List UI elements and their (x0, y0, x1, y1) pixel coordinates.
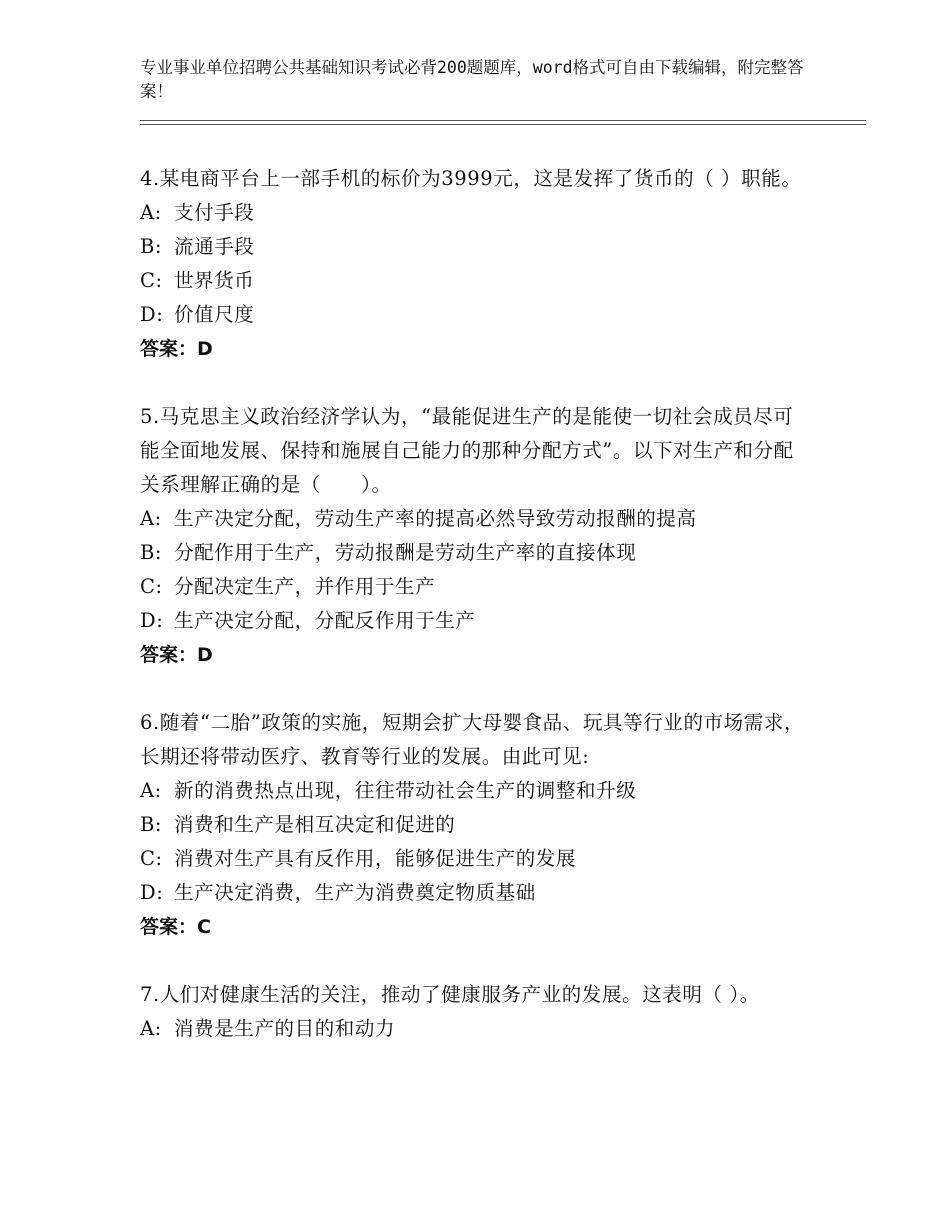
option-text: 生产决定消费，生产为消费奠定物质基础 (174, 881, 536, 904)
question-text: 5.马克思主义政治经济学认为，“最能促进生产的是能使一切社会成员尽可能全面地发展、保持和施展自己能力的那种分配方式”。以下对生产和分配关系理解正确的是（ ）。 (140, 405, 794, 496)
option-d (140, 298, 810, 332)
option-a (140, 1012, 810, 1046)
question-text: 4.某电商平台上一部手机的标价为3999元，这是发挥了货币的（ ）职能。 (140, 167, 802, 190)
option-d (140, 604, 810, 638)
option-letter: B: (140, 541, 163, 564)
option-letter: B: (140, 235, 163, 258)
option-c (140, 842, 810, 876)
option-text: 消费对生产具有反作用，能够促进生产的发展 (174, 847, 577, 870)
question-text: 7.人们对健康生活的关注，推动了健康服务产业的发展。这表明（ ）。 (140, 983, 760, 1006)
option-letter: D: (140, 609, 164, 632)
option-b (140, 230, 810, 264)
question-6 (140, 706, 810, 944)
document-header-title: 专业事业单位招聘公共基础知识考试必背200题题库，word格式可自由下载编辑，附完整答案！ (140, 58, 804, 101)
header-rule-line-top (140, 120, 866, 121)
answer-label: 答案：D (140, 338, 213, 360)
question-5 (140, 400, 810, 672)
question-4 (140, 162, 810, 366)
question-7 (140, 978, 810, 1046)
option-text: 分配作用于生产，劳动报酬是劳动生产率的直接体现 (174, 541, 637, 564)
option-letter: A: (140, 507, 162, 530)
option-text: 消费和生产是相互决定和促进的 (174, 813, 456, 836)
answer-label: 答案：D (140, 644, 213, 666)
option-letter: A: (140, 779, 162, 802)
header-rule-line-bottom (140, 124, 866, 125)
option-a (140, 774, 810, 808)
answer-label: 答案：C (140, 916, 211, 938)
option-letter: A: (140, 201, 162, 224)
option-d (140, 876, 810, 910)
option-letter: B: (140, 813, 163, 836)
header-double-rule (140, 120, 866, 126)
option-letter: D: (140, 881, 164, 904)
option-c (140, 570, 810, 604)
option-a (140, 502, 810, 536)
option-text: 分配决定生产，并作用于生产 (174, 575, 436, 598)
question-text: 6.随着“二胎”政策的实施，短期会扩大母婴食品、玩具等行业的市场需求，长期还将带动医疗、教育等行业的发展。由此可见: (140, 711, 805, 768)
option-b (140, 536, 810, 570)
option-letter: C: (140, 575, 163, 598)
option-text: 支付手段 (174, 201, 255, 224)
option-text: 世界货币 (174, 269, 255, 292)
question-list (140, 162, 810, 1080)
option-text: 生产决定分配，劳动生产率的提高必然导致劳动报酬的提高 (174, 507, 697, 530)
option-text: 消费是生产的目的和动力 (174, 1017, 396, 1040)
option-letter: A: (140, 1017, 162, 1040)
option-letter: C: (140, 847, 163, 870)
option-b (140, 808, 810, 842)
option-letter: C: (140, 269, 163, 292)
option-c (140, 264, 810, 298)
option-a (140, 196, 810, 230)
option-text: 流通手段 (174, 235, 255, 258)
option-text: 价值尺度 (174, 303, 255, 326)
option-letter: D: (140, 303, 164, 326)
option-text: 生产决定分配，分配反作用于生产 (174, 609, 476, 632)
option-text: 新的消费热点出现，往往带动社会生产的调整和升级 (174, 779, 637, 802)
